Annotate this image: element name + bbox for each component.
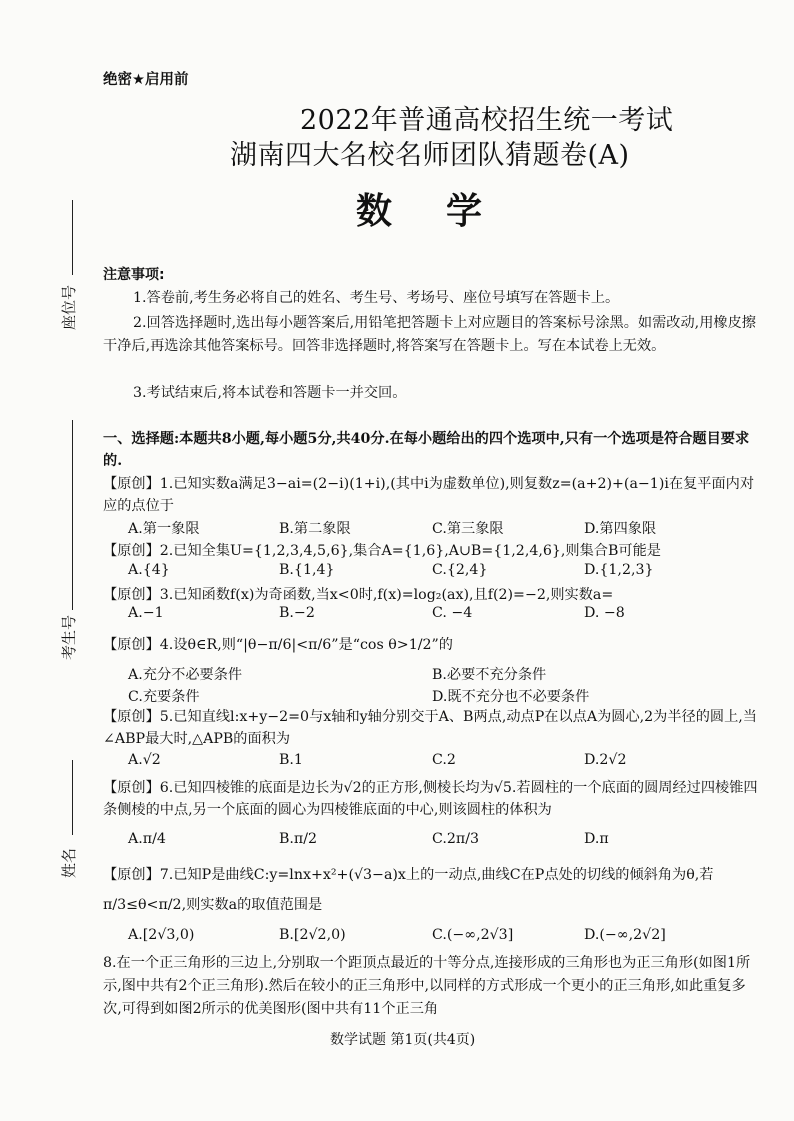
options-row xyxy=(128,752,768,772)
options-row xyxy=(128,664,768,684)
examinee-line xyxy=(72,420,73,610)
examinee-label: 考生号 xyxy=(60,614,78,660)
option: D.π xyxy=(584,831,609,847)
option: C.2π/3 xyxy=(432,831,480,847)
option: D.{1,2,3} xyxy=(584,562,654,578)
name-line xyxy=(72,760,73,835)
question-stem: 【原创】1.已知实数a满足3−ai=(2−i)(1+i),(其中i为虚数单位),则复数z=(a+2)+(a−1)i在复平面内对应的点位于 xyxy=(103,476,755,514)
option: A.第一象限 xyxy=(128,521,200,537)
seat-label: 座位号 xyxy=(60,284,78,330)
name-label: 姓名 xyxy=(60,847,78,878)
option: D.既不充分也不必要条件 xyxy=(432,689,590,705)
section-heading: 一、选择题:本题共8小题,每小题5分,共40分.在每小题给出的四个选项中,只有一个选项是符合题目要求的. xyxy=(103,431,750,469)
notice-heading: 注意事项: xyxy=(103,267,165,283)
option: C.{2,4} xyxy=(432,562,488,578)
question-stem: 【原创】7.已知P是曲线C:y=lnx+x²+(√3−a)x上的一动点,曲线C在P点处的切线的倾斜角为θ,若π/3≤θ<π/2,则实数a的取值范围是 xyxy=(103,867,714,913)
option: D. −8 xyxy=(584,605,625,621)
option: B.−2 xyxy=(279,605,315,621)
seat-line xyxy=(72,200,73,275)
option: B.第二象限 xyxy=(279,521,351,537)
option: C.(−∞,2√3] xyxy=(432,927,514,943)
question-stem: 【原创】5.已知直线l:x+y−2=0与x轴和y轴分别交于A、B两点,动点P在以点A为圆心,2为半径的圆上,当∠ABP最大时,△APB的面积为 xyxy=(103,709,757,747)
notice-item: 1.答卷前,考生务必将自己的姓名、考生号、考场号、座位号填写在答题卡上。 xyxy=(133,290,620,306)
option: B.1 xyxy=(279,752,303,768)
option: C. −4 xyxy=(432,605,473,621)
option: A.π/4 xyxy=(128,831,166,847)
question-stem: 【原创】4.设θ∈R,则“|θ−π/6|<π/6”是“cos θ>1/2”的 xyxy=(103,637,453,653)
option: D.2√2 xyxy=(584,752,627,768)
question-stem: 【原创】2.已知全集U={1,2,3,4,5,6},集合A={1,6},A∪B={1,2,4,6},则集合B可能是 xyxy=(103,543,661,559)
option: C.充要条件 xyxy=(128,689,200,705)
exam-title: 2022年普通高校招生统一考试 xyxy=(300,105,674,136)
notice-item: 2.回答选择题时,选出每小题答案后,用铅笔把答题卡上对应题目的答案标号涂黑。如需改动,用橡皮擦干净后,再选涂其他答案标号。回答非选择题时,将答案写在答题卡上。写在本试卷上无效。 xyxy=(103,315,756,354)
question-stem: 【原创】3.已知函数f(x)为奇函数,当x<0时,f(x)=log₂(ax),且f(2)=−2,则实数a= xyxy=(103,587,614,603)
option: A.[2√3,0) xyxy=(128,927,195,943)
option: B.{1,4} xyxy=(279,562,335,578)
secret-label: 绝密★启用前 xyxy=(103,72,189,88)
options-row xyxy=(128,518,768,538)
option: A.−1 xyxy=(128,605,164,621)
options-row xyxy=(128,686,768,706)
option: A.√2 xyxy=(128,752,161,768)
question-stem: 【原创】6.已知四棱锥的底面是边长为√2的正方形,侧棱长均为√5.若圆柱的一个底面的圆周经过四棱锥四条侧棱的中点,另一个底面的圆心为四棱锥底面的中心,则该圆柱的体积为 xyxy=(103,780,758,818)
question-stem: 8.在一个正三角形的三边上,分别取一个距顶点最近的十等分点,连接形成的三角形也为正三角形(如图1所示,图中共有2个正三角形).然后在较小的正三角形中,以同样的方式形成一个更小的正三角形,如此重复多次,可得到如图2所示的优美图形(图中共有11个正三角 xyxy=(103,955,751,1017)
notice-item: 3.考试结束后,将本试卷和答题卡一并交回。 xyxy=(133,385,407,401)
options-row xyxy=(128,831,768,851)
option: C.第三象限 xyxy=(432,521,504,537)
subject-title: 数学 xyxy=(356,191,537,232)
option: A.充分不必要条件 xyxy=(128,667,243,683)
option: A.{4} xyxy=(128,562,170,578)
option: D.(−∞,2√2] xyxy=(584,927,666,943)
option: B.π/2 xyxy=(279,831,318,847)
exam-subtitle: 湖南四大名校名师团队猜题卷(A) xyxy=(230,140,630,171)
option: B.必要不充分条件 xyxy=(432,667,547,683)
options-row xyxy=(128,605,768,625)
options-row xyxy=(128,927,768,947)
option: B.[2√2,0) xyxy=(279,927,346,943)
options-row xyxy=(128,562,768,582)
option: C.2 xyxy=(432,752,456,768)
option: D.第四象限 xyxy=(584,521,657,537)
page-footer: 数学试题 第1页(共4页) xyxy=(330,1032,476,1048)
